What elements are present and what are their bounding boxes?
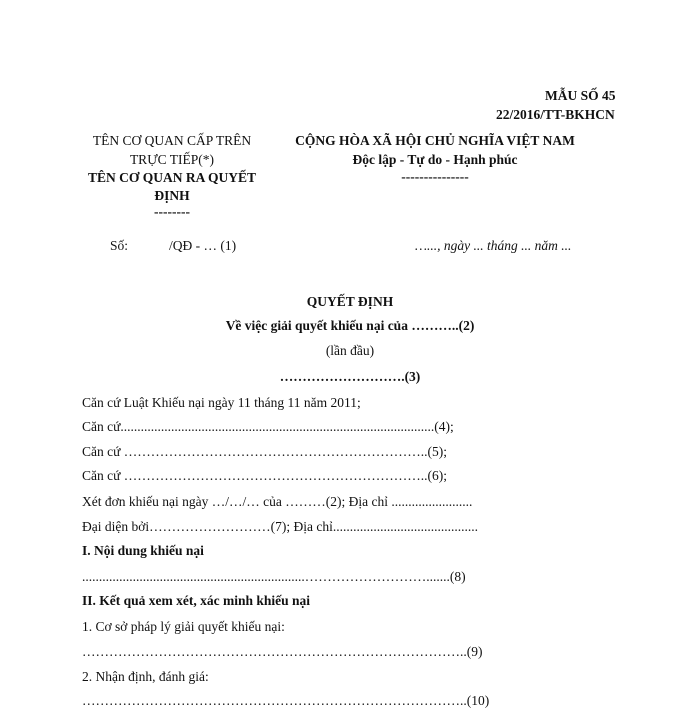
section-2-item-2-label: 2. Nhận định, đánh giá:: [82, 669, 209, 684]
national-motto: Độc lập - Tự do - Hạnh phúc: [352, 152, 518, 167]
decision-title: QUYẾT ĐỊNH: [306, 294, 394, 309]
superior-agency-line2: TRỰC TIẾP(*): [129, 152, 215, 167]
section-2-item-2-fill-line: …………………………………………………………………………..(10): [82, 693, 490, 708]
section-2-item-1-fill-line: …………………………………………………………………………..(9): [82, 644, 483, 659]
circular-code: 22/2016/TT-BKHCN: [496, 107, 615, 122]
decision-subject: Về việc giải quyết khiếu nại của ………..(2): [225, 318, 475, 333]
right-header-divider: ---------------: [401, 169, 469, 184]
issuing-agency-line1: TÊN CƠ QUAN RA QUYẾT: [87, 170, 257, 185]
representative-line: Đại diện bởi………………………(7); Địa chỉ...........................................: [82, 519, 478, 534]
left-header-divider: --------: [154, 204, 190, 219]
superior-agency-line1: TÊN CƠ QUAN CẤP TRÊN: [92, 133, 252, 148]
issuing-agency-line2: ĐỊNH: [154, 188, 190, 203]
decision-round: (lần đầu): [325, 343, 375, 358]
basis-line-5: Căn cứ …………………………………………………………..(5);: [82, 444, 448, 459]
complaint-review-line: Xét đơn khiếu nại ngày …/…/… của ………(2); Địa chỉ ........................: [82, 494, 473, 509]
country-name: CỘNG HÒA XÃ HỘI CHỦ NGHĨA VIỆT NAM: [295, 133, 575, 148]
number-label: Số:: [110, 238, 129, 253]
decision-authority: ……………………….(3): [279, 369, 421, 384]
section-2-heading: II. Kết quả xem xét, xác minh khiếu nại: [82, 593, 311, 608]
decision-number: /QĐ - … (1): [169, 238, 237, 253]
basis-line-6: Căn cứ …………………………………………………………..(6);: [82, 468, 448, 483]
section-1-fill-line: ..................................................................……………………….......(8): [82, 569, 466, 584]
section-2-item-1-label: 1. Cơ sở pháp lý giải quyết khiếu nại:: [82, 619, 285, 634]
basis-line-4: Căn cứ.............................................................................................(4);: [82, 419, 454, 434]
section-1-heading: I. Nội dung khiếu nại: [82, 543, 204, 558]
form-number: MẪU SỐ 45: [545, 88, 616, 103]
place-date: …..., ngày ... tháng ... năm ...: [415, 238, 572, 253]
basis-line-law: Căn cứ Luật Khiếu nại ngày 11 tháng 11 năm 2011;: [82, 395, 361, 410]
